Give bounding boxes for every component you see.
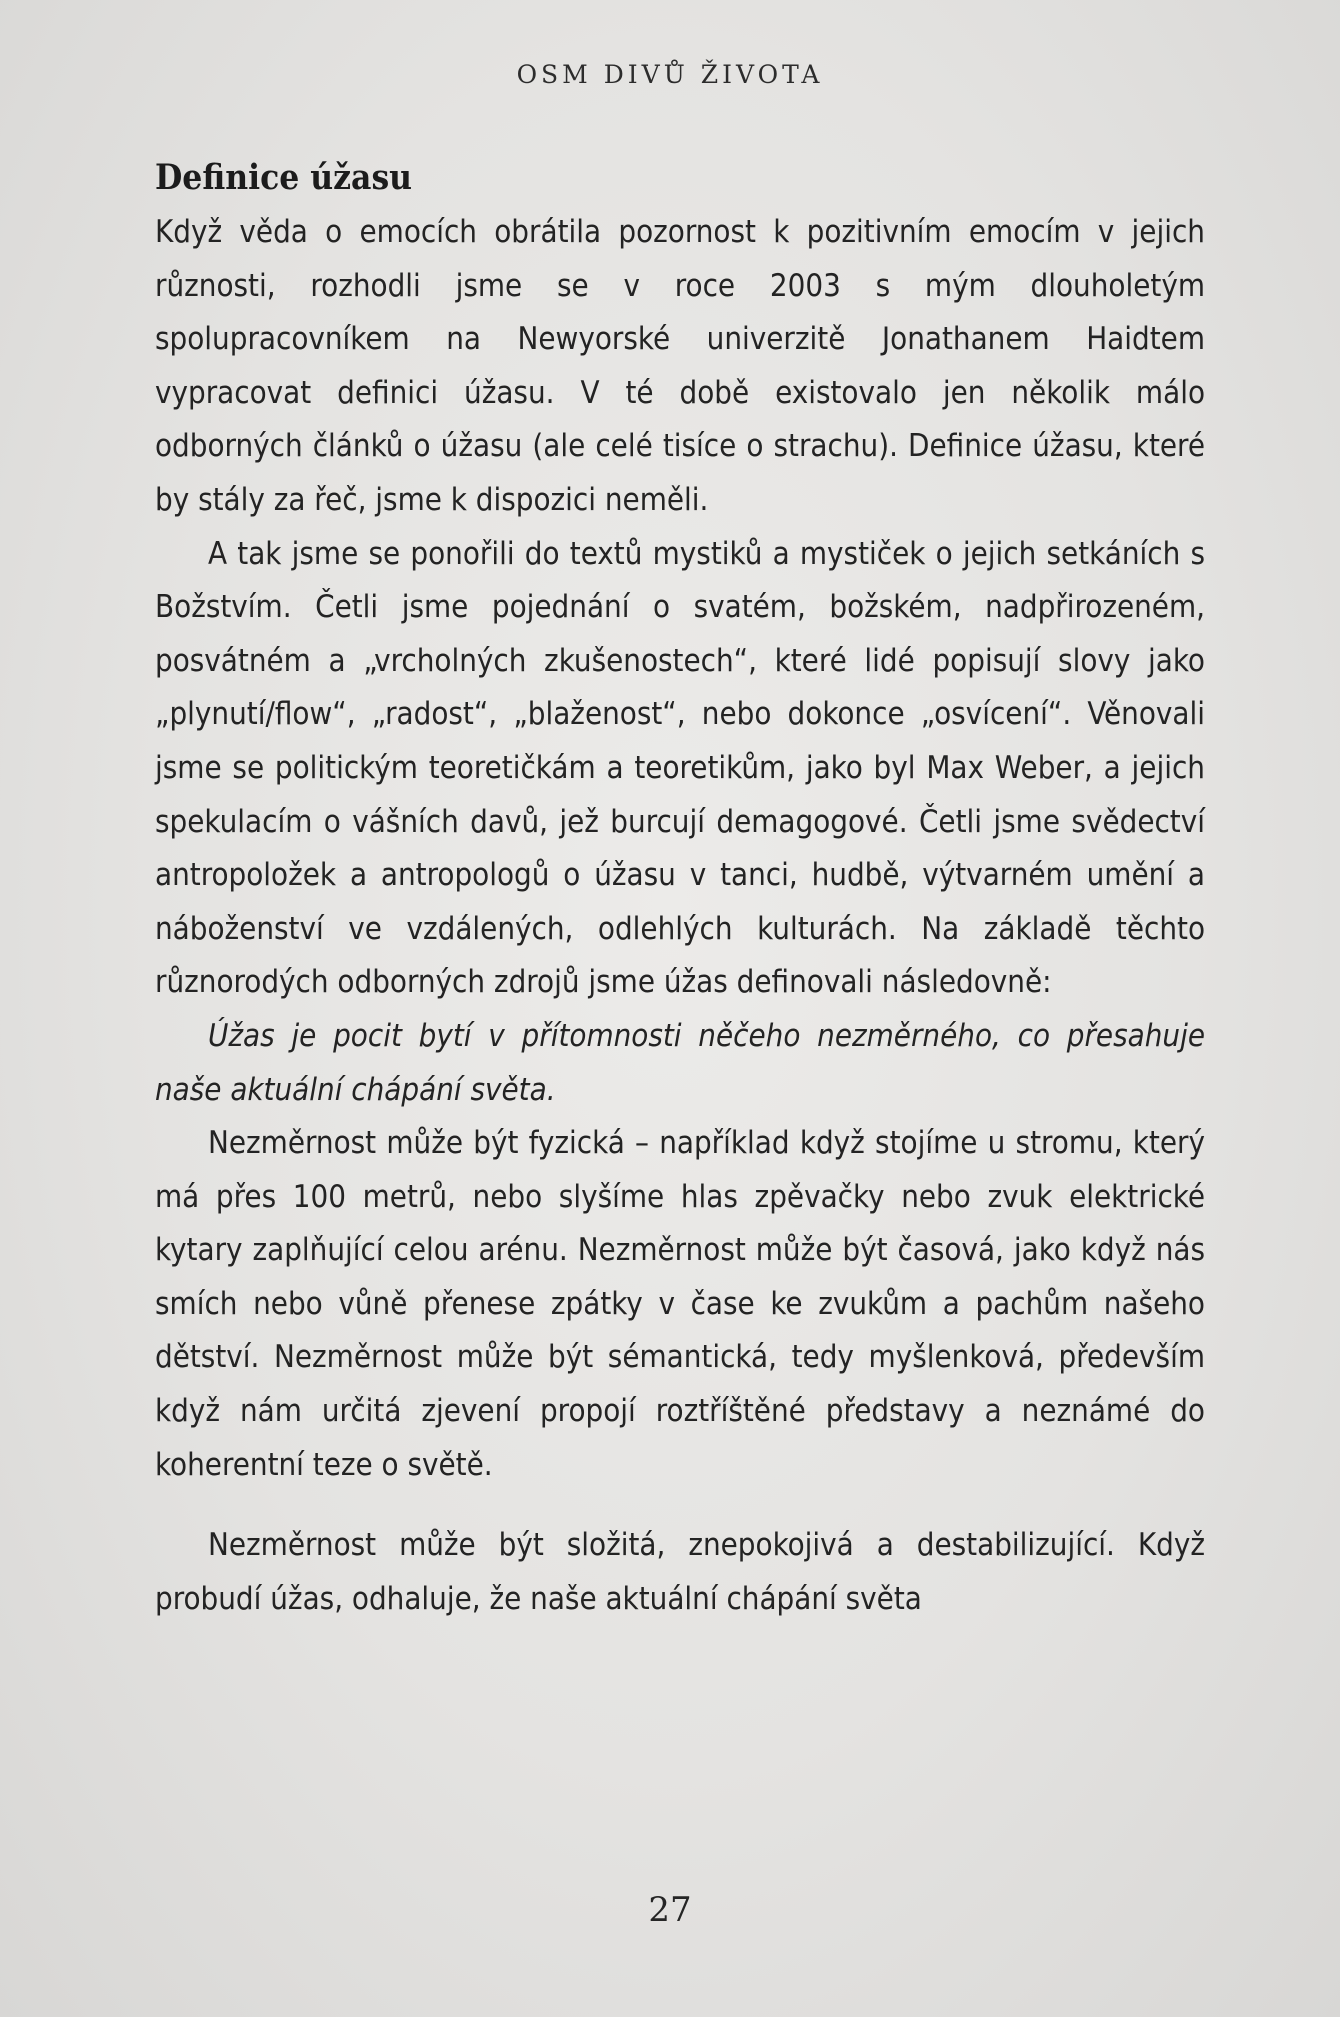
paragraph-2: A tak jsme se ponořili do textů mystiků a mystiček o jejich setkáních s Božstvím. Četli jsme pojednání o svatém, božském, nadpřirozeném, posvátném a „vrcholných zkušenostech“, které lidé popisují slovy jako „plynutí/flow“, „radost“, „blaženost“, nebo dokonce „osvícení“. Věnovali jsme se politickým teoretičkám a teoretikům, jako byl Max Weber, a jejich spekulacím o vášních davů, jež burcují demagogové. Četli jsme svědectví antropoložek a antropologů o úžasu v tanci, hudbě, výtvarném umění a náboženství ve vzdálených, odlehlých kulturách. Na základě těchto různorodých odborných zdrojů jsme úžas definovali následovně: xyxy=(155,535,1205,1001)
section-heading: Definice úžasu xyxy=(155,157,413,198)
paragraph-1: Když věda o emocích obrátila pozornost k pozitivním emocím v jejich různosti, rozhodli jsme se v roce 2003 s mým dlouholetým spolupracovníkem na Newyorské univerzitě Jonathanem Haidtem vypracovat definici úžasu. V té době existovalo jen několik málo odborných článků o úžasu (ale celé tisíce o strachu). Definice úžasu, které by stály za řeč, jsme k dispozici neměli. xyxy=(155,214,1205,518)
paragraph-3: Nezměrnost může být fyzická – například když stojíme u stromu, který má přes 100 metrů, nebo slyšíme hlas zpěvačky nebo zvuk elektrické kytary zaplňující celou arénu. Nezměrnost může být časová, jako když nás smích nebo vůně přenese zpátky v čase ke zvukům a pachům našeho dětství. Nezměrnost může být sémantická, tedy myšlenková, především když nám určitá zjevení propojí roztříštěné představy a neznámé do koherentní teze o světě. xyxy=(155,1125,1205,1483)
paragraph-4: Nezměrnost může být složitá, znepokojivá a destabilizující. Když probudí úžas, odhaluje, že naše aktuální chápání světa xyxy=(155,1527,1205,1617)
page-number: 27 xyxy=(648,1890,692,1930)
running-header: OSM DIVŮ ŽIVOTA xyxy=(516,60,824,89)
page-body xyxy=(155,152,1205,1626)
definition-quote: Úžas je pocit bytí v přítomnosti něčeho nezměrného, co přesahuje naše aktuální chápání světa. xyxy=(155,1017,1205,1108)
